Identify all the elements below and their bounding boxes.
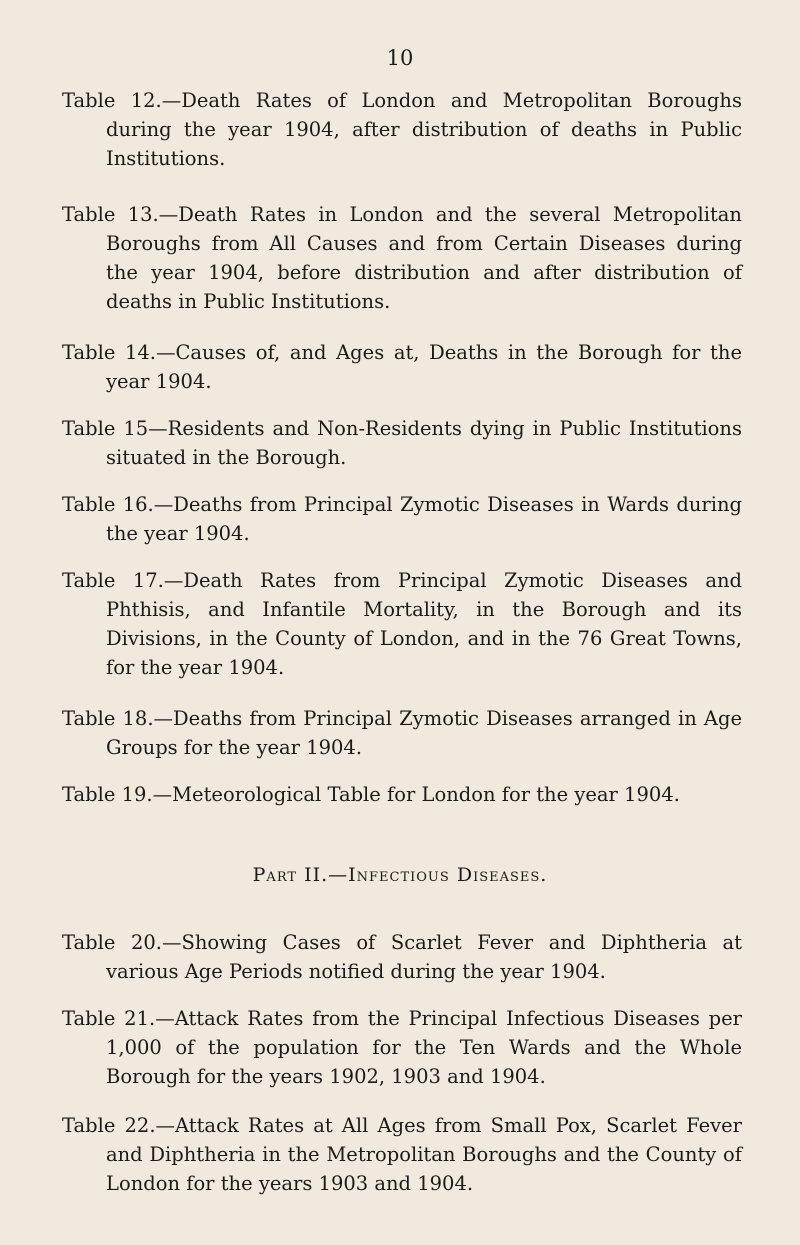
table-17-entry: Table 17.—Death Rates from Principal Zymotic Diseases and Phthisis, and Infantile Mortality, in the Borough and its Divisions, in the County of London, and in the 76 Great Towns, for the year 1904. bbox=[62, 569, 742, 679]
table-15-entry: Table 15—Residents and Non-Residents dying in Public Institutions situated in the Borough. bbox=[62, 417, 742, 469]
table-20-entry: Table 20.—Showing Cases of Scarlet Fever and Diphtheria at various Age Periods notified during the year 1904. bbox=[62, 931, 742, 983]
table-21-entry: Table 21.—Attack Rates from the Principal Infectious Diseases per 1,000 of the population for the Ten Wards and the Whole Borough for the years 1902, 1903 and 1904. bbox=[62, 1007, 742, 1088]
table-16-entry: Table 16.—Deaths from Principal Zymotic Diseases in Wards during the year 1904. bbox=[62, 493, 742, 545]
table-19-entry: Table 19.—Meteorological Table for London for the year 1904. bbox=[62, 783, 680, 806]
table-18-entry: Table 18.—Deaths from Principal Zymotic Diseases arranged in Age Groups for the year 1904. bbox=[62, 707, 742, 759]
part-heading: Part II.—Infectious Diseases. bbox=[252, 864, 548, 886]
table-14-entry: Table 14.—Causes of, and Ages at, Deaths in the Borough for the year 1904. bbox=[62, 341, 742, 393]
table-12-entry: Table 12.—Death Rates of London and Metropolitan Boroughs during the year 1904, after distribution of deaths in Public Institutions. bbox=[62, 89, 742, 170]
table-22-entry: Table 22.—Attack Rates at All Ages from Small Pox, Scarlet Fever and Diphtheria in the Metropolitan Boroughs and the County of London for the years 1903 and 1904. bbox=[62, 1114, 742, 1195]
table-13-entry: Table 13.—Death Rates in London and the several Metropolitan Boroughs from All Causes and from Certain Diseases during the year 1904, before distribution and after distribution of deaths in Public Institutions. bbox=[62, 203, 742, 313]
page-number: 10 bbox=[386, 46, 414, 70]
